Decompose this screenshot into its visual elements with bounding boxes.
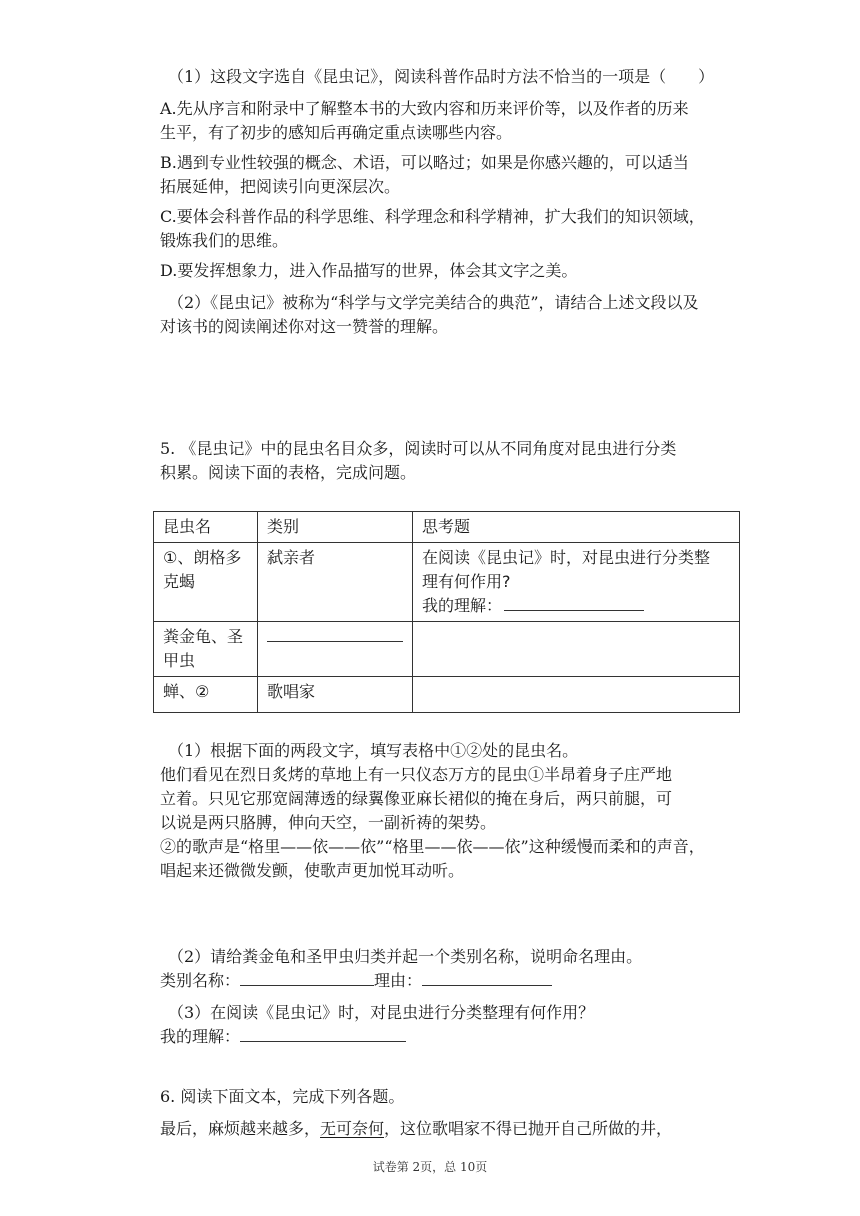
answer-blank[interactable] bbox=[267, 625, 403, 642]
cell-insect-name: 蝉、② bbox=[154, 677, 258, 713]
header-question: 思考题 bbox=[413, 512, 740, 543]
q5-sub3-answer: 我的理解： bbox=[160, 1024, 760, 1049]
table-row bbox=[154, 677, 740, 713]
cell-insect-name: ①、朗格多 克蝎 bbox=[154, 543, 258, 622]
table-row bbox=[154, 622, 740, 677]
q4-option-c-cont: 锻炼我们的思维。 bbox=[160, 231, 289, 250]
cell-category: 弑亲者 bbox=[258, 543, 413, 622]
understanding-blank[interactable] bbox=[240, 1025, 406, 1042]
q5-passage1-cont: 立着。只见它那宽阔薄透的绿翼像亚麻长裙似的掩在身后，两只前腿，可 bbox=[160, 789, 673, 808]
answer-blank[interactable] bbox=[504, 594, 644, 611]
q5-intro: 5. 《昆虫记》中的昆虫名目众多，阅读时可以从不同角度对昆虫进行分类 bbox=[160, 439, 677, 458]
q5-sub2: （2）请给粪金龟和圣甲虫归类并起一个类别名称，说明命名理由。 bbox=[168, 947, 643, 966]
q5-passage1: 他们看见在烈日炙烤的草地上有一只仪态万方的昆虫①半昂着身子庄严地 bbox=[160, 765, 673, 784]
q6-text: 最后，麻烦越来越多，无可奈何，这位歌唱家不得已抛开自己所做的井， bbox=[160, 1119, 673, 1138]
q4-option-b: B.遇到专业性较强的概念、术语，可以略过；如果是你感兴趣的，可以适当 bbox=[160, 153, 689, 172]
table-header-row bbox=[154, 512, 740, 543]
q5-sub1: （1）根据下面的两段文字，填写表格中①②处的昆虫名。 bbox=[168, 741, 579, 760]
cell-question bbox=[413, 622, 740, 677]
cell-question bbox=[413, 677, 740, 713]
header-category: 类别 bbox=[258, 512, 413, 543]
q4-option-b-cont: 拓展延伸，把阅读引向更深层次。 bbox=[160, 177, 401, 196]
q6-intro: 6. 阅读下面文本，完成下列各题。 bbox=[160, 1087, 405, 1106]
q4-sub1: （1）这段文字选自《昆虫记》，阅读科普作品时方法不恰当的一项是（ ） bbox=[168, 67, 715, 86]
insect-table bbox=[153, 511, 740, 713]
q5-passage2-cont: 唱起来还微微发颤，使歌声更加悦耳动听。 bbox=[160, 861, 465, 880]
underlined-phrase: 无可奈何 bbox=[320, 1119, 385, 1138]
cell-insect-name: 粪金龟、圣 甲虫 bbox=[154, 622, 258, 677]
cell-question: 在阅读《昆虫记》时，对昆虫进行分类整 理有何作用? 我的理解： bbox=[413, 543, 740, 622]
page-footer: 试卷第 2页，总 10页 bbox=[372, 1160, 488, 1174]
q5-passage1-cont: 以说是两只胳膊，伸向天空，一副祈祷的架势。 bbox=[160, 813, 497, 832]
q4-option-d: D.要发挥想象力，进入作品描写的世界，体会其文字之美。 bbox=[160, 261, 578, 280]
q5-sub2-answer: 类别名称： 理由： bbox=[160, 968, 760, 993]
header-insect-name: 昆虫名 bbox=[154, 512, 258, 543]
q4-option-c: C.要体会科普作品的科学思维、科学理念和科学精神，扩大我们的知识领域， bbox=[160, 207, 705, 226]
q4-sub2: （2）《昆虫记》被称为“科学与文学完美结合的典范”，请结合上述文段以及 bbox=[168, 293, 699, 312]
q5-passage2: ②的歌声是“格里——依——依”“格里——依——依”这种缓慢而柔和的声音， bbox=[160, 837, 705, 856]
q5-intro-cont: 积累。阅读下面的表格，完成问题。 bbox=[160, 463, 417, 482]
q5-sub3: （3）在阅读《昆虫记》时，对昆虫进行分类整理有何作用？ bbox=[168, 1003, 595, 1022]
category-name-blank[interactable] bbox=[240, 969, 374, 986]
q4-sub2-cont: 对该书的阅读阐述你对这一赞誉的理解。 bbox=[160, 317, 449, 336]
reason-blank[interactable] bbox=[422, 969, 552, 986]
cell-category: 歌唱家 bbox=[258, 677, 413, 713]
table-row bbox=[154, 543, 740, 622]
cell-category-blank bbox=[258, 622, 413, 677]
q4-option-a-cont: 生平，有了初步的感知后再确定重点读哪些内容。 bbox=[160, 123, 513, 142]
q4-option-a: A.先从序言和附录中了解整本书的大致内容和历来评价等，以及作者的历来 bbox=[160, 99, 689, 118]
